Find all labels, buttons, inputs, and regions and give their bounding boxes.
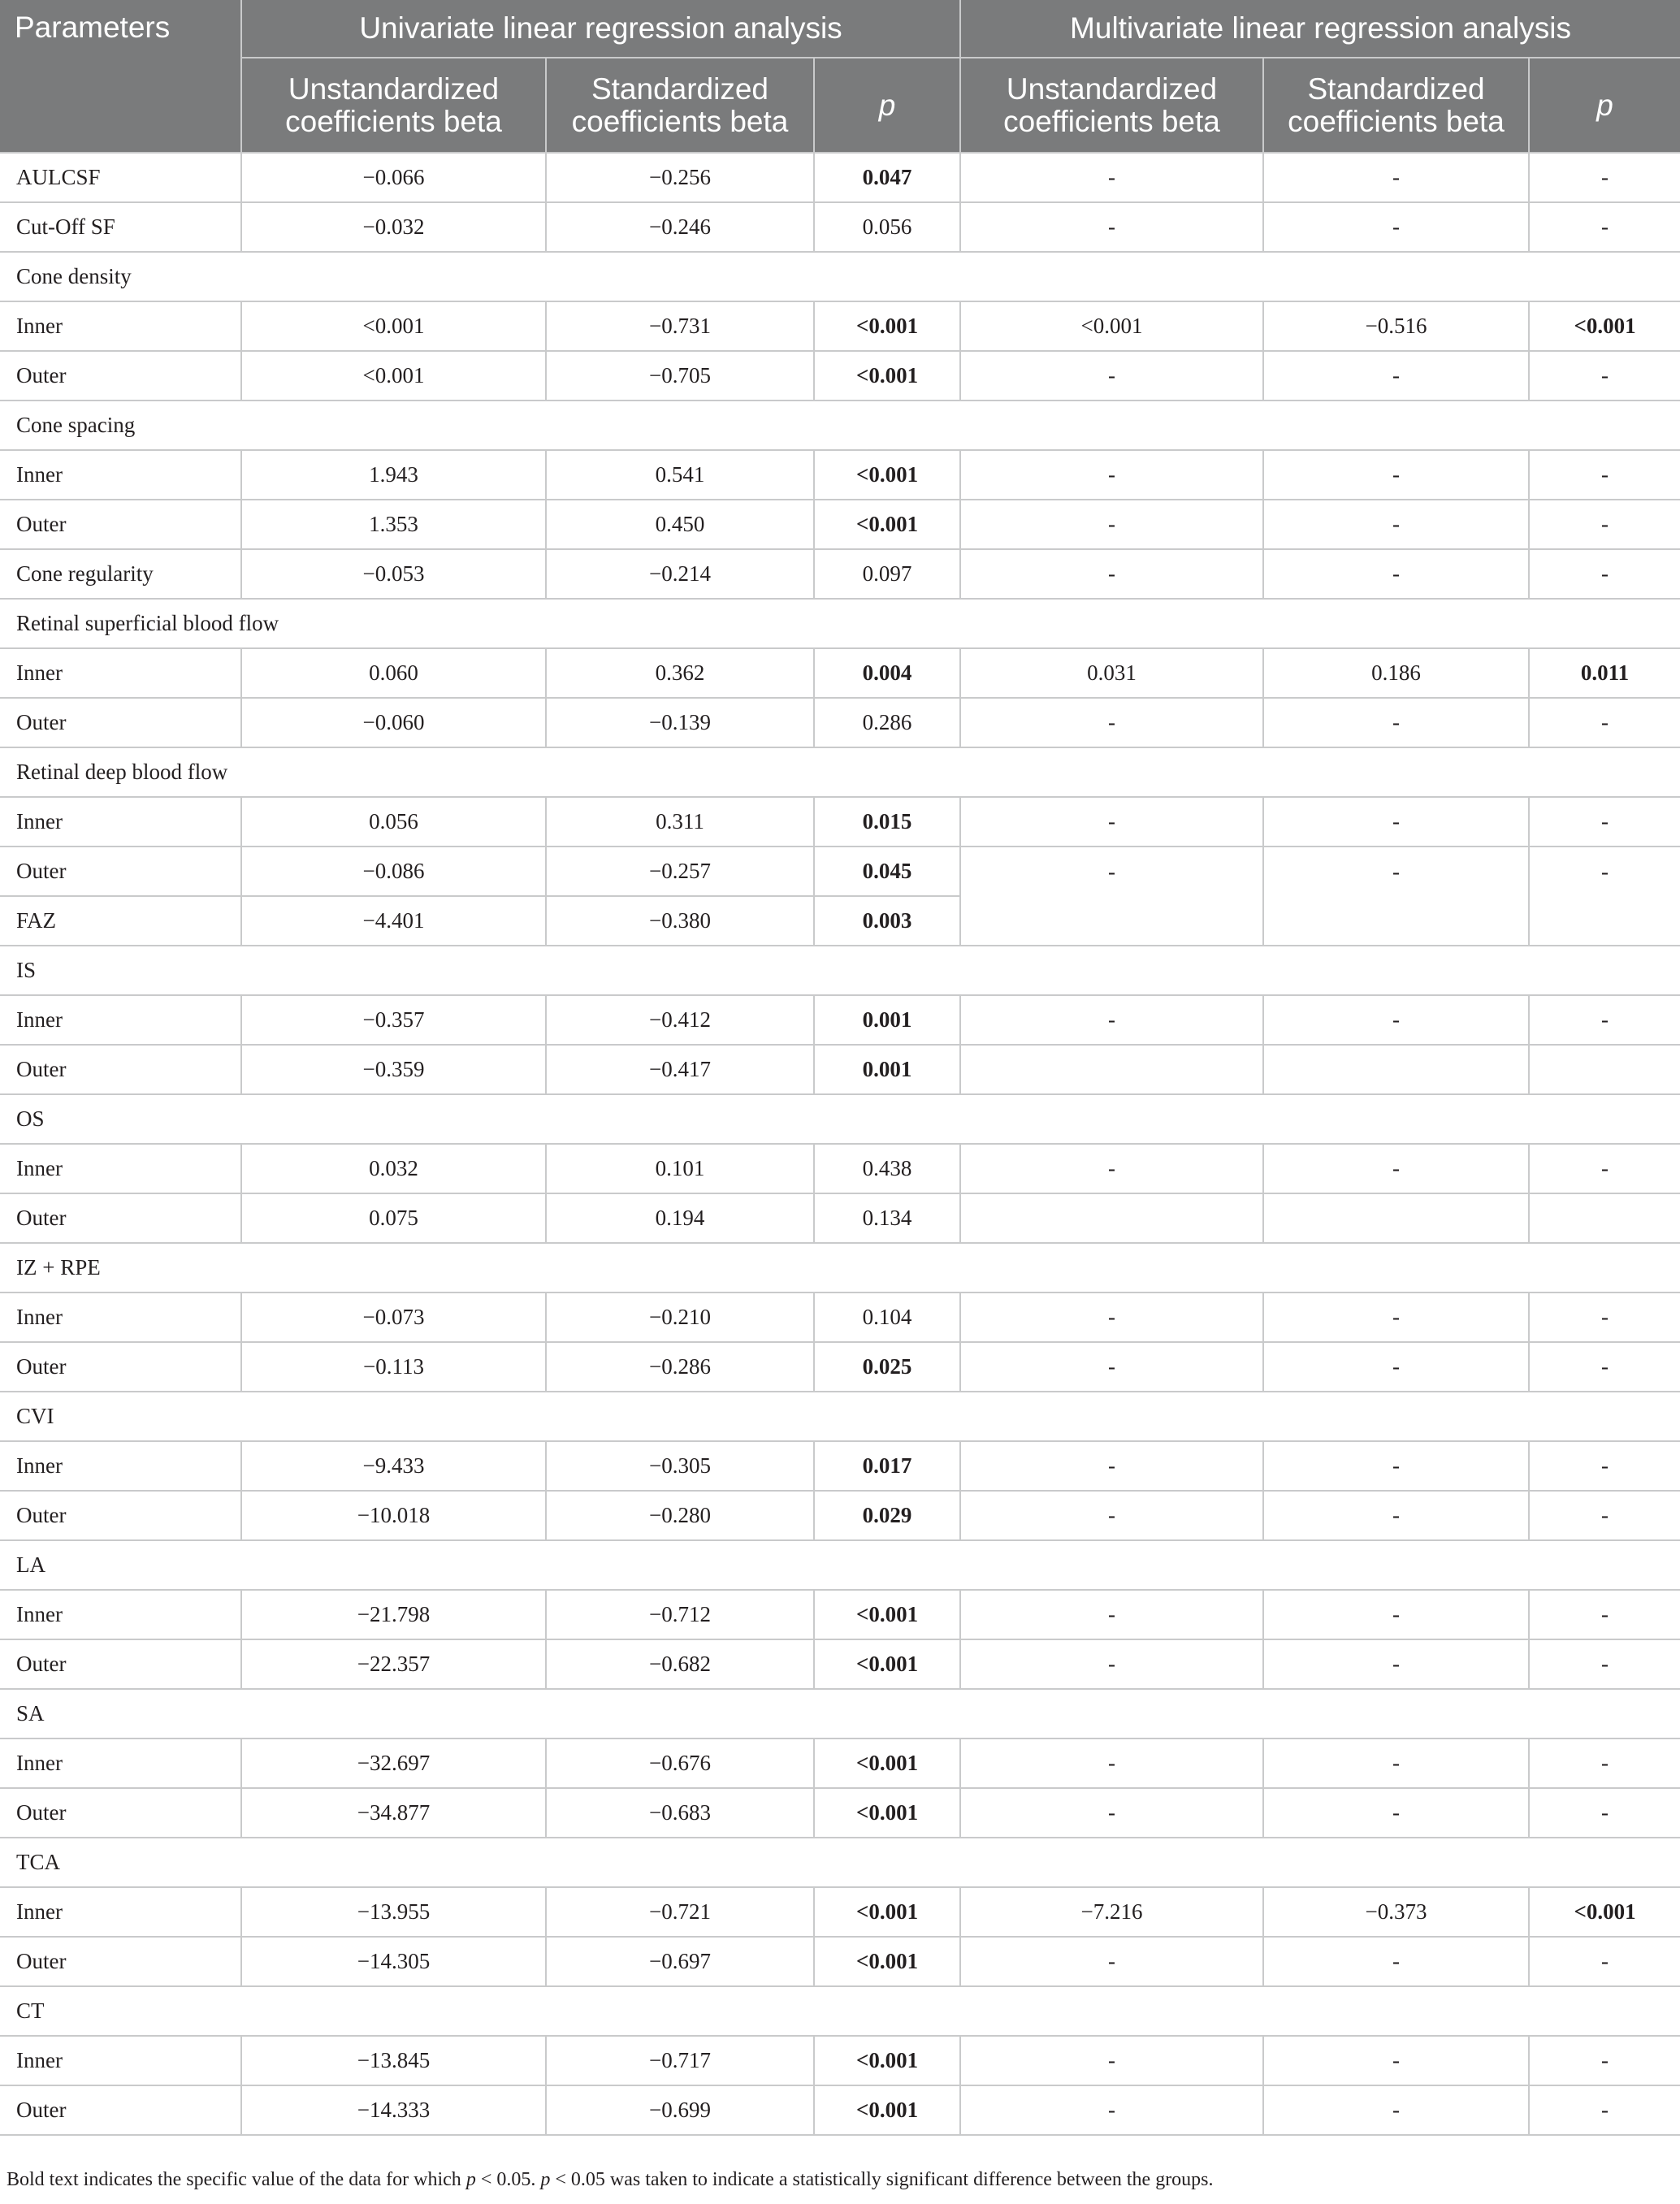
multi-unstandardized-cell: - xyxy=(960,995,1263,1045)
header-uni-standardized: Standardized coefficients beta xyxy=(546,58,814,153)
uni-p-cell: 0.003 xyxy=(814,896,960,946)
multi-p-cell xyxy=(1529,1193,1680,1243)
group-label: Cone spacing xyxy=(0,401,1680,450)
multi-standardized-cell: - xyxy=(1263,1491,1529,1540)
uni-unstandardized-cell: −32.697 xyxy=(241,1739,546,1788)
uni-standardized-cell: −0.697 xyxy=(546,1937,814,1986)
row-label: Inner xyxy=(0,450,241,500)
multi-p-cell: - xyxy=(1529,995,1680,1045)
multi-unstandardized-cell: - xyxy=(960,1639,1263,1689)
uni-p-cell: <0.001 xyxy=(814,1590,960,1639)
table-row xyxy=(0,1788,1680,1838)
uni-unstandardized-cell: −0.113 xyxy=(241,1342,546,1392)
multi-unstandardized-cell: - xyxy=(960,1342,1263,1392)
multi-standardized-cell xyxy=(1263,1045,1529,1094)
uni-unstandardized-cell: −0.357 xyxy=(241,995,546,1045)
multi-unstandardized-cell: - xyxy=(960,202,1263,252)
row-label: Inner xyxy=(0,797,241,847)
table-row xyxy=(0,1937,1680,1986)
uni-unstandardized-cell: 0.060 xyxy=(241,648,546,698)
row-label: Outer xyxy=(0,351,241,401)
uni-p-cell: <0.001 xyxy=(814,2036,960,2085)
multi-p-cell: - xyxy=(1529,450,1680,500)
multi-standardized-cell xyxy=(1263,1193,1529,1243)
multi-p-cell: - xyxy=(1529,1441,1680,1491)
footnote-text-1: Bold text indicates the specific value of the data for which xyxy=(6,2169,466,2190)
multi-standardized-cell xyxy=(1263,896,1529,946)
uni-p-cell: 0.001 xyxy=(814,995,960,1045)
uni-standardized-cell: 0.450 xyxy=(546,500,814,549)
uni-p-cell: <0.001 xyxy=(814,301,960,351)
uni-p-cell: 0.017 xyxy=(814,1441,960,1491)
table-row xyxy=(0,648,1680,698)
multi-standardized-cell: - xyxy=(1263,1590,1529,1639)
multi-p-cell: 0.011 xyxy=(1529,648,1680,698)
table-group-row xyxy=(0,1243,1680,1293)
multi-p-cell: - xyxy=(1601,859,1609,884)
multi-unstandardized-cell: - xyxy=(960,1739,1263,1788)
table-row xyxy=(0,450,1680,500)
multi-p-cell: - xyxy=(1529,2036,1680,2085)
uni-standardized-cell: −0.705 xyxy=(546,351,814,401)
multi-p-cell: <0.001 xyxy=(1529,1887,1680,1937)
uni-unstandardized-cell: 1.943 xyxy=(241,450,546,500)
table-group-row xyxy=(0,1392,1680,1441)
multi-standardized-cell: - xyxy=(1263,549,1529,599)
row-label: Outer xyxy=(0,1342,241,1392)
uni-standardized-cell: −0.380 xyxy=(546,896,814,946)
multi-unstandardized-cell xyxy=(960,896,1263,946)
uni-standardized-cell: 0.541 xyxy=(546,450,814,500)
uni-p-cell: 0.045 xyxy=(814,847,960,896)
uni-unstandardized-cell: −0.060 xyxy=(241,698,546,747)
uni-p-cell: 0.286 xyxy=(814,698,960,747)
multi-unstandardized-cell: - xyxy=(960,698,1263,747)
uni-p-cell: 0.047 xyxy=(814,153,960,202)
multi-standardized-cell: - xyxy=(1263,995,1529,1045)
uni-standardized-cell: −0.683 xyxy=(546,1788,814,1838)
header-parameters: Parameters xyxy=(0,0,241,153)
table-row xyxy=(0,202,1680,252)
uni-unstandardized-cell: −22.357 xyxy=(241,1639,546,1689)
row-label: Inner xyxy=(0,301,241,351)
uni-p-cell: 0.029 xyxy=(814,1491,960,1540)
footnote-text-3: < 0.05 was taken to indicate a statistically significant difference between the groups. xyxy=(550,2169,1214,2190)
uni-p-cell: <0.001 xyxy=(814,1788,960,1838)
group-label: CT xyxy=(0,1986,1680,2036)
row-label: Inner xyxy=(0,648,241,698)
multi-p-cell: - xyxy=(1529,153,1680,202)
multi-unstandardized-cell: <0.001 xyxy=(960,301,1263,351)
uni-standardized-cell: 0.311 xyxy=(546,797,814,847)
uni-p-cell: <0.001 xyxy=(814,450,960,500)
uni-standardized-cell: −0.256 xyxy=(546,153,814,202)
uni-standardized-cell: −0.712 xyxy=(546,1590,814,1639)
row-label: Inner xyxy=(0,1739,241,1788)
table-row xyxy=(0,698,1680,747)
multi-unstandardized-cell: 0.031 xyxy=(960,648,1263,698)
row-label: AULCSF xyxy=(0,153,241,202)
row-label: FAZ xyxy=(0,896,241,946)
uni-standardized-cell: −0.676 xyxy=(546,1739,814,1788)
uni-p-cell: <0.001 xyxy=(814,500,960,549)
table-row xyxy=(0,1887,1680,1937)
header-uni-unstandardized: Unstandardized coefficients beta xyxy=(241,58,546,153)
multi-p-cell: - xyxy=(1529,1788,1680,1838)
uni-standardized-cell: −0.682 xyxy=(546,1639,814,1689)
group-label: OS xyxy=(0,1094,1680,1144)
uni-standardized-cell: 0.101 xyxy=(546,1144,814,1193)
multi-standardized-cell: - xyxy=(1263,1788,1529,1838)
table-group-row xyxy=(0,1689,1680,1739)
multi-unstandardized-cell: - xyxy=(960,1937,1263,1986)
group-label: SA xyxy=(0,1689,1680,1739)
row-label: Outer xyxy=(0,1788,241,1838)
multi-p-cell: - xyxy=(1529,1342,1680,1392)
table-row xyxy=(0,1293,1680,1342)
multi-p-cell: - xyxy=(1529,1639,1680,1689)
table-group-row xyxy=(0,1540,1680,1590)
uni-unstandardized-cell: 0.075 xyxy=(241,1193,546,1243)
multi-p-cell: - xyxy=(1529,1491,1680,1540)
uni-unstandardized-cell: −0.053 xyxy=(241,549,546,599)
row-label: Outer xyxy=(0,1193,241,1243)
multi-p-cell: - xyxy=(1529,351,1680,401)
uni-standardized-cell: −0.731 xyxy=(546,301,814,351)
table-row xyxy=(0,301,1680,351)
uni-p-cell: 0.025 xyxy=(814,1342,960,1392)
uni-p-cell: 0.134 xyxy=(814,1193,960,1243)
uni-p-cell: 0.056 xyxy=(814,202,960,252)
uni-unstandardized-cell: <0.001 xyxy=(241,351,546,401)
multi-p-cell: - xyxy=(1529,1293,1680,1342)
header-uni-p: p xyxy=(814,58,960,153)
table-row xyxy=(0,797,1680,847)
uni-unstandardized-cell: 0.032 xyxy=(241,1144,546,1193)
table-row xyxy=(0,1342,1680,1392)
table-group-row xyxy=(0,946,1680,995)
uni-standardized-cell: −0.699 xyxy=(546,2085,814,2135)
group-label: IS xyxy=(0,946,1680,995)
group-label: LA xyxy=(0,1540,1680,1590)
table-row xyxy=(0,1193,1680,1243)
multi-standardized-cell: - xyxy=(1263,1144,1529,1193)
multi-p-cell: - xyxy=(1529,1590,1680,1639)
uni-unstandardized-cell: −0.066 xyxy=(241,153,546,202)
multi-standardized-cell: - xyxy=(1263,1937,1529,1986)
row-label: Inner xyxy=(0,995,241,1045)
uni-unstandardized-cell: 0.056 xyxy=(241,797,546,847)
multi-unstandardized-cell: - xyxy=(960,1144,1263,1193)
table-row xyxy=(0,351,1680,401)
uni-unstandardized-cell: −13.955 xyxy=(241,1887,546,1937)
uni-standardized-cell: −0.257 xyxy=(546,847,814,896)
table-row xyxy=(0,153,1680,202)
multi-unstandardized-cell: - xyxy=(960,351,1263,401)
uni-standardized-cell: 0.362 xyxy=(546,648,814,698)
multi-standardized-cell: - xyxy=(1263,450,1529,500)
group-label: Retinal deep blood flow xyxy=(0,747,1680,797)
multi-unstandardized-cell: - xyxy=(960,1590,1263,1639)
multi-p-cell: <0.001 xyxy=(1529,301,1680,351)
table-group-row xyxy=(0,401,1680,450)
uni-p-cell: 0.104 xyxy=(814,1293,960,1342)
header-univariate: Univariate linear regression analysis xyxy=(241,0,960,58)
multi-unstandardized-cell: - xyxy=(960,847,1263,896)
multi-p-cell: - xyxy=(1529,549,1680,599)
uni-p-cell: <0.001 xyxy=(814,1937,960,1986)
uni-standardized-cell: −0.721 xyxy=(546,1887,814,1937)
row-label: Inner xyxy=(0,1887,241,1937)
table-row xyxy=(0,1441,1680,1491)
row-label: Outer xyxy=(0,2085,241,2135)
table-row xyxy=(0,995,1680,1045)
multi-unstandardized-cell: - xyxy=(960,797,1263,847)
table-group-row xyxy=(0,1838,1680,1887)
row-label: Outer xyxy=(0,847,241,896)
multi-standardized-cell: - xyxy=(1263,797,1529,847)
group-label: CVI xyxy=(0,1392,1680,1441)
header-multi-standardized: Standardized coefficients beta xyxy=(1263,58,1529,153)
multi-p-cell: - xyxy=(1529,1739,1680,1788)
uni-unstandardized-cell: −0.359 xyxy=(241,1045,546,1094)
uni-standardized-cell: −0.305 xyxy=(546,1441,814,1491)
multi-p-cell: - xyxy=(1529,797,1680,847)
uni-unstandardized-cell: −4.401 xyxy=(241,896,546,946)
uni-p-cell: <0.001 xyxy=(814,2085,960,2135)
table-group-row xyxy=(0,1094,1680,1144)
uni-standardized-cell: −0.246 xyxy=(546,202,814,252)
multi-standardized-cell: −0.516 xyxy=(1263,301,1529,351)
uni-unstandardized-cell: 1.353 xyxy=(241,500,546,549)
row-label: Outer xyxy=(0,698,241,747)
group-label: Retinal superficial blood flow xyxy=(0,599,1680,648)
multi-standardized-cell: - xyxy=(1263,1639,1529,1689)
multi-unstandardized-cell xyxy=(960,1193,1263,1243)
table-row xyxy=(0,1590,1680,1639)
multi-standardized-cell: - xyxy=(1263,1441,1529,1491)
uni-standardized-cell: −0.210 xyxy=(546,1293,814,1342)
multi-p-cell: - xyxy=(1529,500,1680,549)
table-row xyxy=(0,1144,1680,1193)
row-label: Inner xyxy=(0,1590,241,1639)
table-row xyxy=(0,1639,1680,1689)
uni-p-cell: 0.097 xyxy=(814,549,960,599)
header-multi-unstandardized: Unstandardized coefficients beta xyxy=(960,58,1263,153)
table-row xyxy=(0,1739,1680,1788)
uni-unstandardized-cell: −34.877 xyxy=(241,1788,546,1838)
uni-unstandardized-cell: −0.086 xyxy=(241,847,546,896)
uni-unstandardized-cell: −14.305 xyxy=(241,1937,546,1986)
uni-unstandardized-cell: −0.032 xyxy=(241,202,546,252)
multi-standardized-cell: - xyxy=(1263,847,1529,896)
uni-standardized-cell: −0.412 xyxy=(546,995,814,1045)
multi-standardized-cell: - xyxy=(1263,351,1529,401)
uni-standardized-cell: −0.139 xyxy=(546,698,814,747)
uni-unstandardized-cell: −9.433 xyxy=(241,1441,546,1491)
table-row xyxy=(0,549,1680,599)
table-row xyxy=(0,500,1680,549)
row-label: Inner xyxy=(0,2036,241,2085)
row-label: Outer xyxy=(0,500,241,549)
multi-standardized-cell: - xyxy=(1263,1293,1529,1342)
table-group-row xyxy=(0,747,1680,797)
multi-unstandardized-cell: - xyxy=(960,2085,1263,2135)
group-label: TCA xyxy=(0,1838,1680,1887)
row-label: Outer xyxy=(0,1045,241,1094)
uni-p-cell: <0.001 xyxy=(814,1639,960,1689)
uni-p-cell: 0.001 xyxy=(814,1045,960,1094)
uni-p-cell: <0.001 xyxy=(814,351,960,401)
multi-standardized-cell: −0.373 xyxy=(1263,1887,1529,1937)
row-label: Inner xyxy=(0,1441,241,1491)
footnote-text-2: < 0.05. xyxy=(475,2169,541,2190)
table-body xyxy=(0,153,1680,2135)
row-label: Cut-Off SF xyxy=(0,202,241,252)
uni-p-cell: 0.438 xyxy=(814,1144,960,1193)
uni-unstandardized-cell: −21.798 xyxy=(241,1590,546,1639)
group-label: IZ + RPE xyxy=(0,1243,1680,1293)
table-group-row xyxy=(0,599,1680,648)
multi-unstandardized-cell xyxy=(960,1045,1263,1094)
table-row xyxy=(0,2036,1680,2085)
multi-standardized-cell: 0.186 xyxy=(1263,648,1529,698)
row-label: Outer xyxy=(0,1639,241,1689)
table-row xyxy=(0,2085,1680,2135)
table-group-row xyxy=(0,1986,1680,2036)
uni-unstandardized-cell: −0.073 xyxy=(241,1293,546,1342)
multi-standardized-cell: - xyxy=(1263,1739,1529,1788)
multi-unstandardized-cell: - xyxy=(960,1293,1263,1342)
multi-standardized-cell: - xyxy=(1263,500,1529,549)
uni-p-cell: 0.015 xyxy=(814,797,960,847)
uni-standardized-cell: −0.417 xyxy=(546,1045,814,1094)
multi-standardized-cell: - xyxy=(1263,202,1529,252)
group-label: Cone density xyxy=(0,252,1680,301)
uni-standardized-cell: −0.286 xyxy=(546,1342,814,1392)
uni-unstandardized-cell: −10.018 xyxy=(241,1491,546,1540)
uni-standardized-cell: 0.194 xyxy=(546,1193,814,1243)
row-label: Inner xyxy=(0,1293,241,1342)
multi-standardized-cell: - xyxy=(1263,1342,1529,1392)
multi-unstandardized-cell: - xyxy=(960,2036,1263,2085)
footnote-p-2: p xyxy=(540,2169,551,2190)
multi-p-cell: - xyxy=(1529,1144,1680,1193)
row-label: Outer xyxy=(0,1937,241,1986)
multi-unstandardized-cell: - xyxy=(960,1491,1263,1540)
uni-standardized-cell: −0.280 xyxy=(546,1491,814,1540)
row-label: Cone regularity xyxy=(0,549,241,599)
multi-unstandardized-cell: - xyxy=(960,1441,1263,1491)
header-multivariate: Multivariate linear regression analysis xyxy=(960,0,1680,58)
multi-unstandardized-cell: - xyxy=(960,153,1263,202)
multi-p-cell: - xyxy=(1529,2085,1680,2135)
multi-standardized-cell: - xyxy=(1263,2036,1529,2085)
row-label: Inner xyxy=(0,1144,241,1193)
table-row xyxy=(0,1491,1680,1540)
table-group-row xyxy=(0,252,1680,301)
table-row xyxy=(0,896,1680,946)
uni-unstandardized-cell: −13.845 xyxy=(241,2036,546,2085)
multi-p-cell: - xyxy=(1529,202,1680,252)
multi-unstandardized-cell: - xyxy=(960,500,1263,549)
table-header xyxy=(0,0,1680,153)
row-label: Outer xyxy=(0,1491,241,1540)
multi-standardized-cell: - xyxy=(1263,2085,1529,2135)
multi-standardized-cell: - xyxy=(1263,698,1529,747)
uni-p-cell: 0.004 xyxy=(814,648,960,698)
uni-p-cell: <0.001 xyxy=(814,1739,960,1788)
multi-unstandardized-cell: - xyxy=(960,450,1263,500)
table-row xyxy=(0,847,1680,896)
multi-p-cell: - xyxy=(1529,1937,1680,1986)
footnote-p-1: p xyxy=(465,2169,476,2190)
table-row xyxy=(0,1045,1680,1094)
multi-unstandardized-cell: - xyxy=(960,1788,1263,1838)
multi-p-cell xyxy=(1529,1045,1680,1094)
multi-p-cell xyxy=(1529,896,1680,946)
multi-standardized-cell: - xyxy=(1263,153,1529,202)
multi-unstandardized-cell: - xyxy=(960,549,1263,599)
uni-standardized-cell: −0.717 xyxy=(546,2036,814,2085)
header-multi-p: p xyxy=(1529,58,1680,153)
table-footnote xyxy=(6,2169,1214,2191)
multi-unstandardized-cell: −7.216 xyxy=(960,1887,1263,1937)
uni-unstandardized-cell: −14.333 xyxy=(241,2085,546,2135)
uni-unstandardized-cell: <0.001 xyxy=(241,301,546,351)
multi-p-cell: - xyxy=(1529,698,1680,747)
uni-standardized-cell: −0.214 xyxy=(546,549,814,599)
uni-p-cell: <0.001 xyxy=(814,1887,960,1937)
